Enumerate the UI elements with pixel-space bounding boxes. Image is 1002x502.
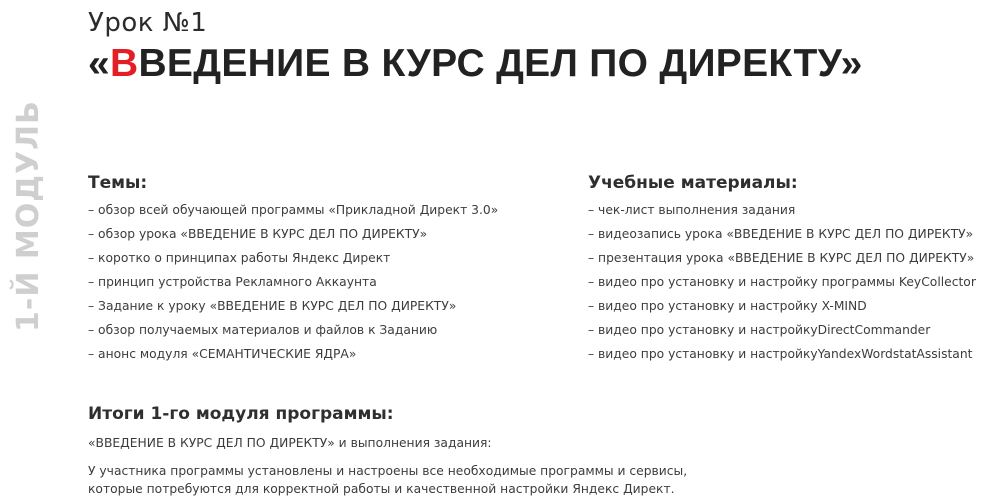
results-subtitle: «ВВЕДЕНИЕ В КУРС ДЕЛ ПО ДИРЕКТУ» и выполнения задания:: [88, 436, 492, 450]
topics-list: [88, 201, 498, 369]
results-heading: Итоги 1-го модуля программы:: [88, 404, 394, 424]
topic-item: – анонс модуля «СЕМАНТИЧЕСКИЕ ЯДРА»: [88, 347, 357, 361]
results-text-line: которые потребуются для корректной работы и качественной настройки Яндекс Директ.: [88, 482, 675, 496]
topic-item: – обзор всей обучающей программы «Прикладной Директ 3.0»: [88, 203, 499, 217]
topic-item: – Задание к уроку «ВВЕДЕНИЕ В КУРС ДЕЛ ПО ДИРЕКТУ»: [88, 299, 457, 313]
topic-item: – коротко о принципах работы Яндекс Директ: [88, 251, 391, 265]
materials-heading: Учебные материалы:: [588, 173, 798, 193]
materials-list: [588, 201, 976, 369]
topic-item: – принцип устройства Рекламного Аккаунта: [88, 275, 377, 289]
topic-item: – обзор получаемых материалов и файлов к Заданию: [88, 323, 438, 337]
material-item: – видео про установку и настройку X-MIND: [588, 299, 867, 313]
topic-item: – обзор урока «ВВЕДЕНИЕ В КУРС ДЕЛ ПО ДИРЕКТУ»: [88, 227, 428, 241]
material-item: – презентация урока «ВВЕДЕНИЕ В КУРС ДЕЛ ПО ДИРЕКТУ»: [588, 251, 975, 265]
material-item: – видео про установку и настройкуDirectCommander: [588, 323, 931, 337]
material-item: – видео про установку и настройкуYandexWordstatAssistant: [588, 347, 973, 361]
page-title: [88, 42, 863, 86]
module-side-label: 1-Й МОДУЛЬ: [11, 100, 46, 332]
title-rest: ВЕДЕНИЕ В КУРС ДЕЛ ПО ДИРЕКТУ»: [138, 42, 863, 85]
topics-heading: Темы:: [88, 173, 148, 193]
lesson-label: Урок №1: [88, 8, 208, 38]
material-item: – чек-лист выполнения задания: [588, 203, 796, 217]
title-open-quote: «: [88, 42, 110, 85]
results-text-line: У участника программы установлены и настроены все необходимые программы и сервисы,: [88, 464, 688, 478]
title-accent-letter: В: [110, 42, 139, 85]
material-item: – видеозапись урока «ВВЕДЕНИЕ В КУРС ДЕЛ ПО ДИРЕКТУ»: [588, 227, 974, 241]
material-item: – видео про установку и настройку программы KeyCollector: [588, 275, 976, 289]
